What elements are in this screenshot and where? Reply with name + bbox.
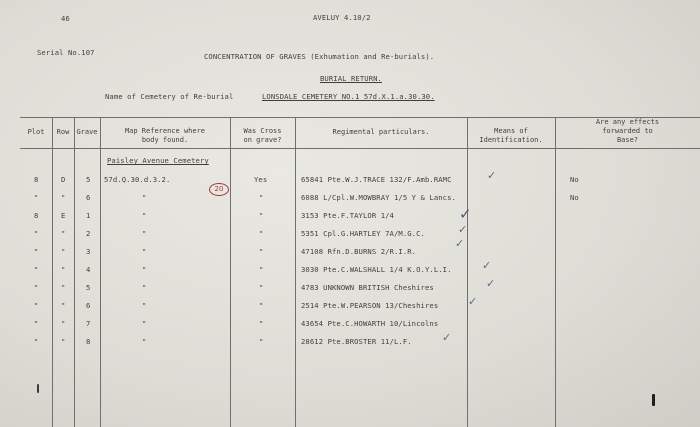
cell-cross: " <box>259 247 264 256</box>
annotation-number: 20 <box>214 185 224 193</box>
col-header-map-ref-2: body found. <box>141 136 189 144</box>
cell-grave: 6 <box>86 193 91 202</box>
cell-map-ref: " <box>142 265 147 274</box>
cell-grave: 4 <box>86 265 91 274</box>
col-header-regimental: Regimental particulars. <box>332 128 430 136</box>
cell-plot: " <box>34 319 39 328</box>
cell-cross: " <box>259 337 264 346</box>
cell-grave: 2 <box>86 229 91 238</box>
tick-mark-icon: ✓ <box>487 169 497 182</box>
circled-annotation <box>209 183 229 196</box>
cell-particulars: 5351 Cpl.G.HARTLEY 7A/M.G.C. <box>301 229 425 238</box>
col-header-plot: Plot <box>27 128 45 136</box>
cell-row: " <box>61 193 66 202</box>
col-header-map-ref-1: Map Reference where <box>124 127 206 135</box>
cell-plot: 8 <box>34 211 39 220</box>
cell-plot: " <box>34 265 39 274</box>
cell-particulars: 2514 Pte.W.PEARSON 13/Cheshires <box>301 301 439 310</box>
cell-particulars: 65841 Pte.W.J.TRACE 132/F.Amb.RAMC <box>301 175 452 184</box>
col-header-means-1: Means of <box>494 127 528 135</box>
cell-plot: " <box>34 247 39 256</box>
cell-plot: " <box>34 337 39 346</box>
tick-mark-icon: ✓ <box>455 237 465 250</box>
tick-mark-icon: ✓ <box>486 277 496 290</box>
cell-row: D <box>61 175 66 184</box>
cemetery-label: Name of Cemetery of Re-burial <box>105 92 234 101</box>
cell-map-ref: " <box>142 211 147 220</box>
col-header-effects-1: Are any effects <box>595 118 660 126</box>
cell-row: " <box>61 283 66 292</box>
cell-particulars: 6088 L/Cpl.W.MOWBRAY 1/5 Y & Lancs. <box>301 193 456 202</box>
cell-cross: " <box>259 319 264 328</box>
tick-mark-icon: ✓ <box>468 295 478 308</box>
column-divider <box>100 117 101 427</box>
cell-particulars: 47108 Rfn.D.BURNS 2/R.I.R. <box>301 247 417 256</box>
cell-cross: " <box>259 283 264 292</box>
tick-mark-icon: ✓ <box>458 223 468 236</box>
cell-map-ref: " <box>142 301 147 310</box>
ink-mark <box>37 384 39 393</box>
column-divider <box>555 117 556 427</box>
cell-grave: 3 <box>86 247 91 256</box>
column-divider <box>52 117 53 427</box>
cell-grave: 7 <box>86 319 91 328</box>
cell-plot: " <box>34 229 39 238</box>
page-number: 46 <box>61 14 70 23</box>
cell-row: " <box>61 301 66 310</box>
column-divider <box>74 117 75 427</box>
schedule-reference: AVELUY 4.10/2 <box>313 13 371 22</box>
cell-grave: 1 <box>86 211 91 220</box>
column-divider <box>295 117 296 427</box>
col-header-effects-3: Base? <box>616 136 639 144</box>
cell-row: E <box>61 211 66 220</box>
tick-mark-icon: ✓ <box>442 331 452 344</box>
cell-map-ref: " <box>142 229 147 238</box>
column-divider <box>467 117 468 427</box>
cell-row: " <box>61 247 66 256</box>
cell-particulars: 3030 Pte.C.WALSHALL 1/4 K.O.Y.L.I. <box>301 265 452 274</box>
cell-plot: " <box>34 301 39 310</box>
col-header-row: Row <box>56 128 70 136</box>
cell-row: " <box>61 265 66 274</box>
column-divider <box>230 117 231 427</box>
serial-number: Serial No.107 <box>37 48 95 57</box>
cell-plot: 8 <box>34 175 39 184</box>
cell-cross: " <box>259 193 264 202</box>
col-header-cross-1: Was Cross <box>243 127 282 135</box>
cell-map-ref: 57d.Q.30.d.3.2. <box>104 175 171 184</box>
form-subtitle: BURIAL RETURN. <box>320 74 382 83</box>
ink-mark <box>652 394 655 406</box>
cell-map-ref: " <box>142 193 147 202</box>
cell-particulars: 43654 Pte.C.HOWARTH 10/Lincolns <box>301 319 439 328</box>
cell-plot: " <box>34 193 39 202</box>
cell-cross: " <box>259 211 264 220</box>
cell-row: " <box>61 337 66 346</box>
cell-map-ref: " <box>142 247 147 256</box>
col-header-means-2: Identification. <box>479 136 543 144</box>
cell-map-ref: " <box>142 337 147 346</box>
tick-mark-icon: ✓ <box>482 259 492 272</box>
cell-grave: 5 <box>86 175 91 184</box>
col-header-effects-2: forwarded to <box>602 127 653 135</box>
table-header-rule <box>20 148 700 149</box>
form-title: CONCENTRATION OF GRAVES (Exhumation and Re-burials). <box>204 52 435 61</box>
cemetery-value: LONSDALE CEMETERY NO.1 57d.X.1.a.30.30. <box>262 92 435 101</box>
col-header-cross-2: on grave? <box>243 136 282 144</box>
tick-mark-icon: ✓ <box>459 205 472 223</box>
cell-cross: " <box>259 229 264 238</box>
section-heading: Paisley Avenue Cemetery <box>107 156 209 165</box>
cell-effects: No <box>570 193 579 202</box>
cell-grave: 8 <box>86 337 91 346</box>
cell-map-ref: " <box>142 283 147 292</box>
col-header-grave: Grave <box>76 128 98 136</box>
cell-row: " <box>61 229 66 238</box>
cell-grave: 6 <box>86 301 91 310</box>
cell-effects: No <box>570 175 579 184</box>
cell-particulars: 3153 Pte.F.TAYLOR 1/4 <box>301 211 394 220</box>
cell-grave: 5 <box>86 283 91 292</box>
cell-particulars: 28612 Pte.BROSTER 11/L.F. <box>301 337 412 346</box>
cell-particulars: 4783 UNKNOWN BRITISH Cheshires <box>301 283 434 292</box>
cell-map-ref: " <box>142 319 147 328</box>
cell-cross: Yes <box>254 175 268 184</box>
cell-plot: " <box>34 283 39 292</box>
cell-cross: " <box>259 265 264 274</box>
cell-row: " <box>61 319 66 328</box>
cell-cross: " <box>259 301 264 310</box>
